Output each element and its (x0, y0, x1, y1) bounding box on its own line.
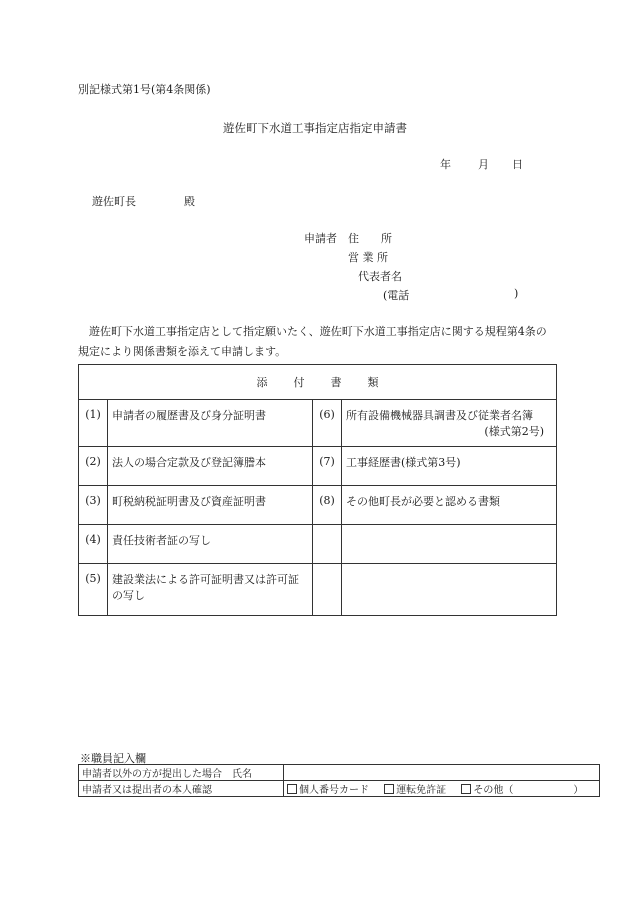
empty-cell (313, 525, 342, 564)
date-year-label: 年 (440, 158, 451, 171)
date-day-label: 日 (512, 158, 523, 171)
form-number: 別記様式第1号(第4条関係) (78, 83, 211, 96)
staff-submitter-label: 申請者以外の方が提出した場合 氏名 (79, 765, 284, 781)
item-text: その他町長が必要と認める書類 (342, 486, 557, 525)
item-number: (5) (79, 564, 108, 616)
table-row (79, 400, 557, 447)
item-number: (3) (79, 486, 108, 525)
item-number: (6) (313, 400, 342, 447)
applicant-label: 申請者 (304, 232, 337, 245)
table-row (79, 447, 557, 486)
id-option-other: その他（ ） (461, 781, 583, 796)
table-row (79, 564, 557, 616)
id-option-license: 運転免許証 (384, 781, 446, 796)
application-statement: 遊佐町下水道工事指定店として指定願いたく、遊佐町下水道工事指定店に関する規程第4条の規定により関係書類を添えて申請します。 (78, 325, 547, 358)
item-number: (2) (79, 447, 108, 486)
staff-use-table (78, 764, 600, 797)
applicant-address-label: 住 所 (348, 232, 392, 245)
item-number: (4) (79, 525, 108, 564)
item-text: 所有設備機械器具調書及び従業者名簿 (346, 409, 533, 422)
table-row (79, 486, 557, 525)
staff-submitter-name-field (284, 765, 600, 781)
attachments-header-row (79, 365, 557, 400)
identity-options (284, 781, 600, 797)
addressee-honorific: 殿 (184, 195, 195, 208)
attachments-heading: 添付書類 (79, 365, 557, 400)
checkbox-icon (287, 784, 297, 794)
item-text: 建設業法による許可証明書又は許可証の写し (108, 564, 313, 616)
document-title: 遊佐町下水道工事指定店指定申請書 (223, 121, 407, 135)
item-number: (1) (79, 400, 108, 447)
date-month-label: 月 (478, 158, 489, 171)
addressee-name: 遊佐町長 (92, 195, 136, 208)
item-cell (342, 400, 557, 447)
item-text: 法人の場合定款及び登記簿謄本 (108, 447, 313, 486)
item-number: (7) (313, 447, 342, 486)
applicant-office-label: 営 業 所 (348, 251, 388, 264)
id-option-mynumber: 個人番号カード (287, 781, 369, 796)
attachments-table (78, 364, 557, 616)
table-row (79, 525, 557, 564)
applicant-phone-label: (電話 (383, 289, 410, 302)
checkbox-icon (384, 784, 394, 794)
empty-cell (342, 564, 557, 616)
checkbox-icon (461, 784, 471, 794)
applicant-representative-label: 代表者名 (358, 270, 402, 283)
item-text: 工事経歴書(様式第3号) (342, 447, 557, 486)
applicant-phone-close: ) (514, 287, 519, 300)
table-row (79, 781, 600, 797)
item-text: 責任技術者証の写し (108, 525, 313, 564)
empty-cell (342, 525, 557, 564)
empty-cell (313, 564, 342, 616)
item-form-reference: (様式第2号) (484, 425, 544, 438)
staff-identity-label: 申請者又は提出者の本人確認 (79, 781, 284, 797)
item-number: (8) (313, 486, 342, 525)
item-text: 町税納税証明書及び資産証明書 (108, 486, 313, 525)
staff-use-heading: ※職員記入欄 (80, 752, 146, 765)
id-option-other-close: ） (573, 785, 584, 796)
table-row (79, 765, 600, 781)
item-text: 申請者の履歴書及び身分証明書 (108, 400, 313, 447)
